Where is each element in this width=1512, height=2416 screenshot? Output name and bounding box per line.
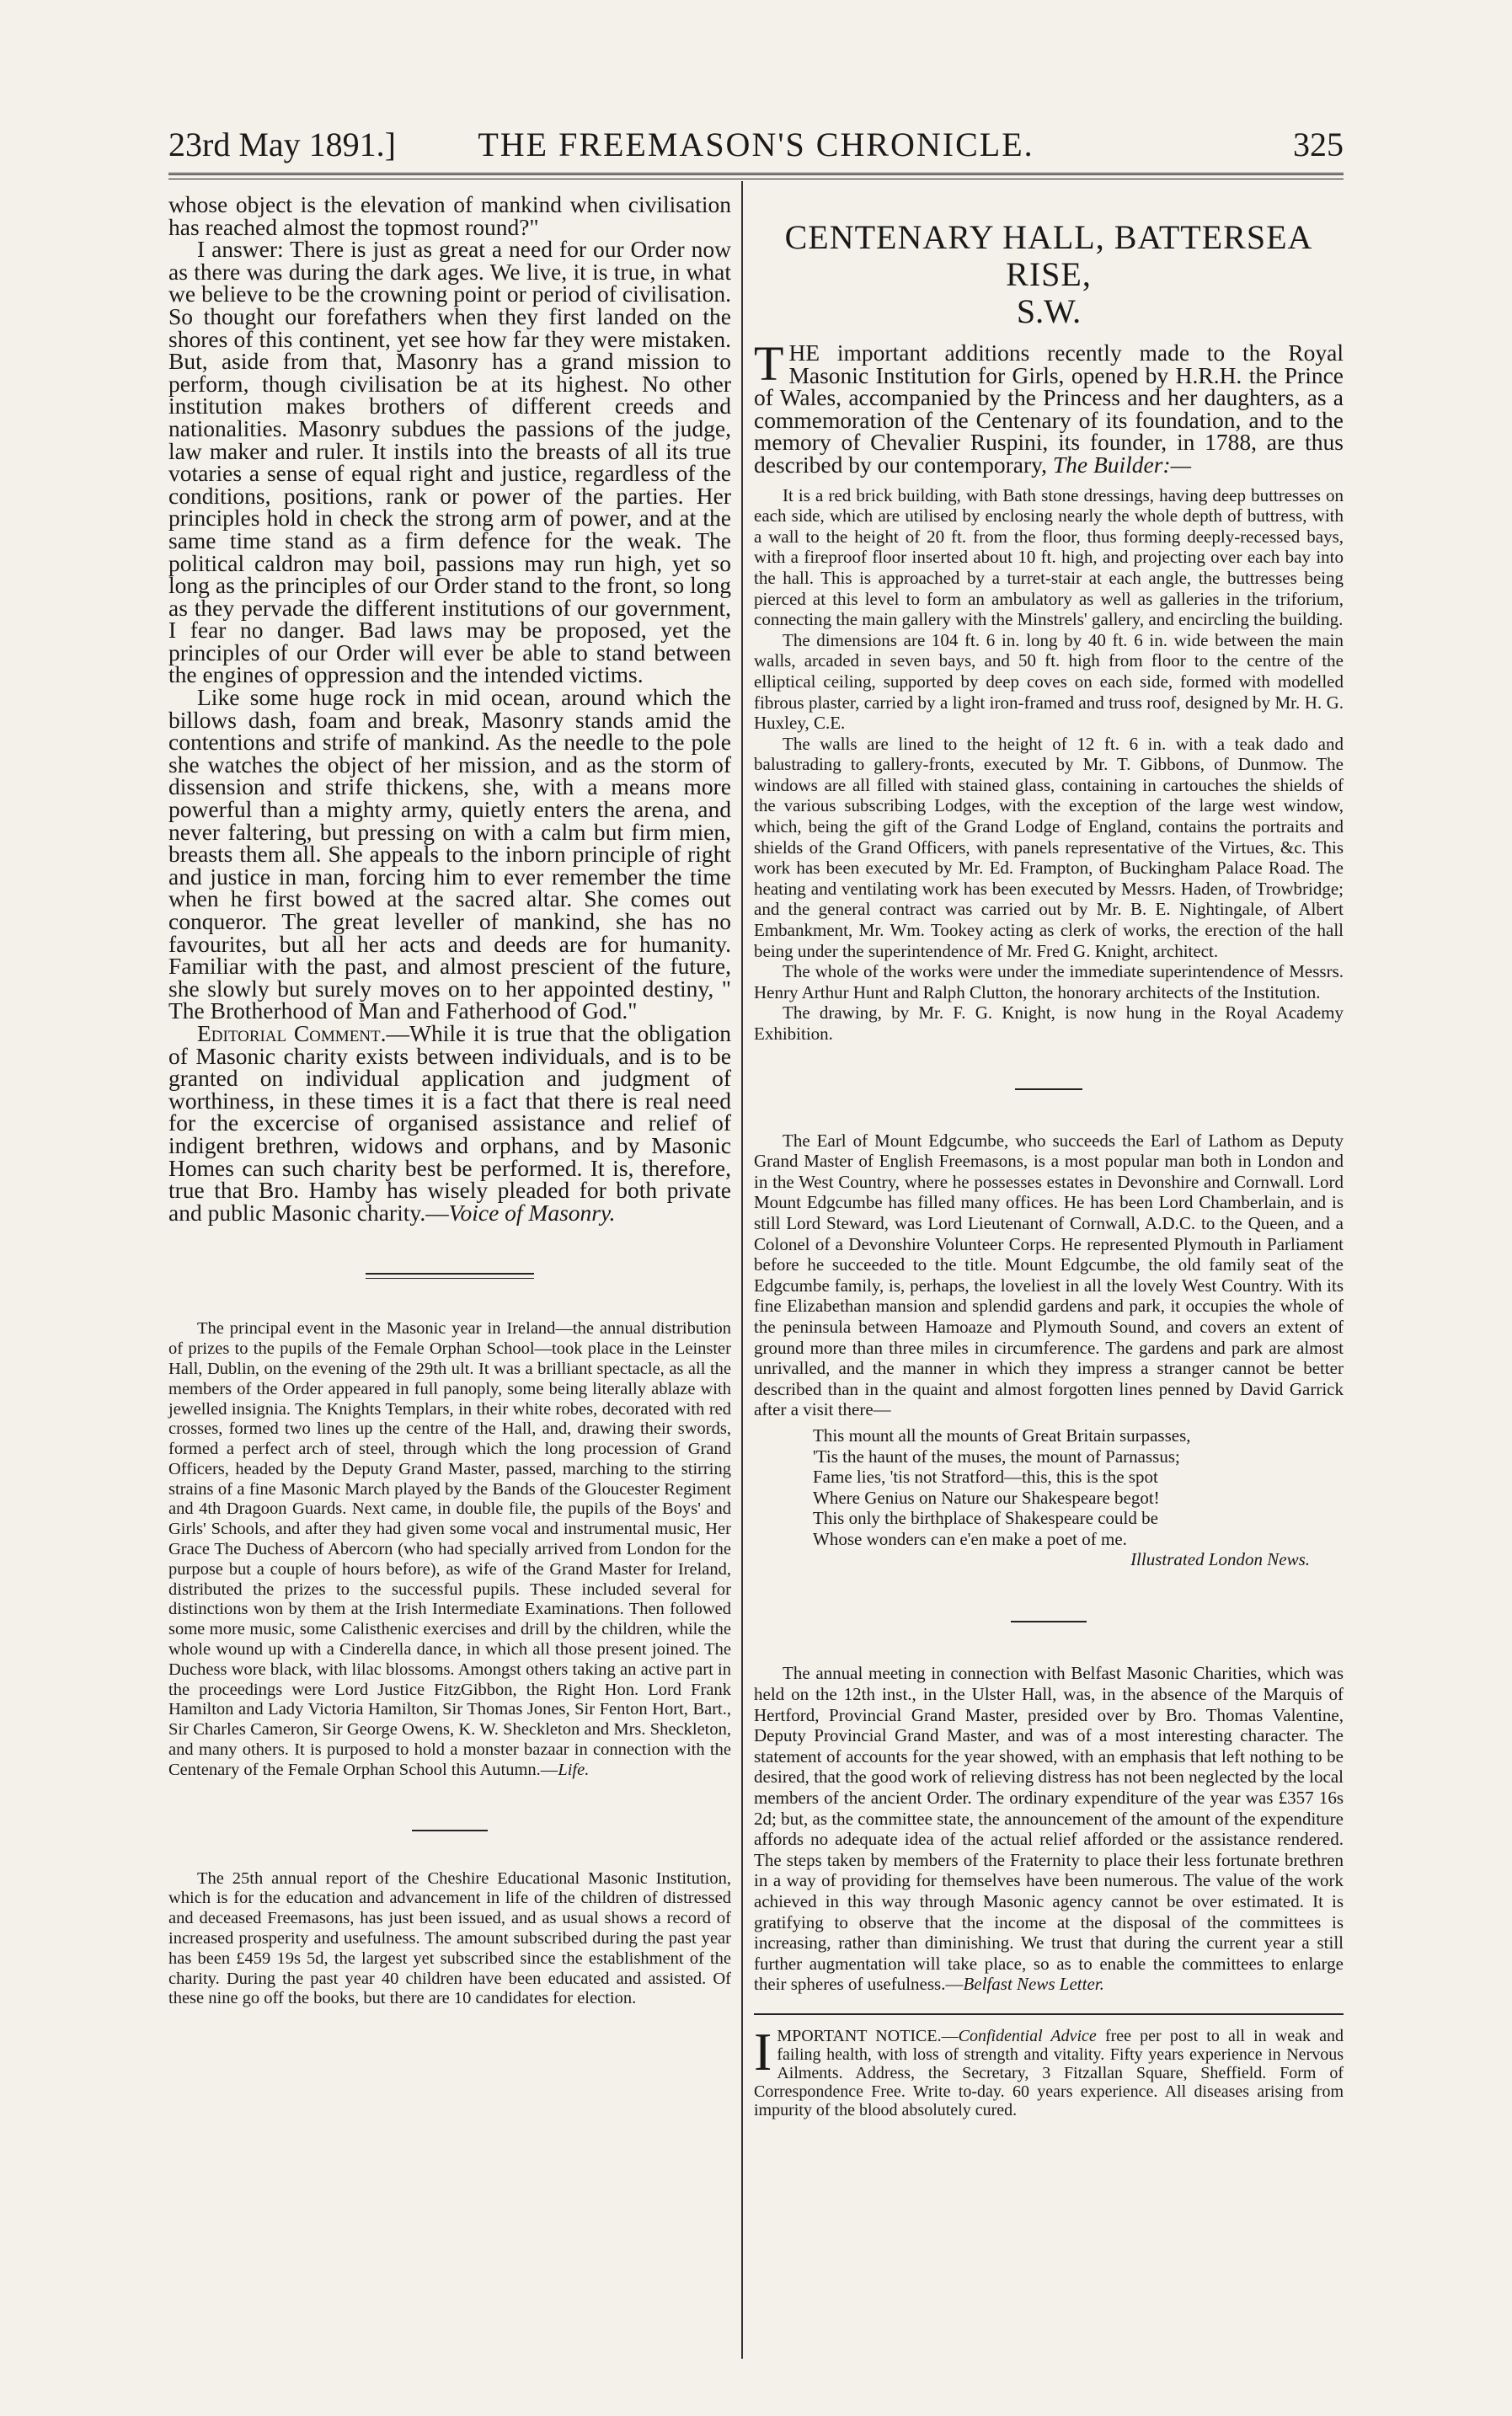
editorial-source: Voice of Masonry. [448,1199,616,1226]
spacer [754,2015,1344,2027]
poem-line: Where Genius on Nature our Shakespeare begot! [813,1487,1160,1508]
poem [754,1425,1344,1550]
spacer [168,1224,731,1273]
belfast-text: The annual meeting in connection with Belfast Masonic Charities, which was held on the 12th inst., in the Ulster Hall, was, in the absence of the Marquis of Hertford, Provincial Grand Master, presided over by Bro. Thomas Valentine, Deputy Provincial Grand Master, and was of a most interesting character. The statement of accounts for the year showed, with an emphasis that left nothing to be desired, that the good work of relieving distress has not been neglected by the local members of the ancient Order. The ordinary expenditure of the year was £357 16s 2d; but, as the committee state, the announcement of the amount of the expenditure affords no adequate idea of the actual relief afforded or the assistance rendered. The steps taken by members of the Fraternity to place their less fortunate brethren in a way of providing for themselves have been numerous. The value of the work achieved in this way through Masonic agency cannot be over estimated. It is gratifying to observe that the income at the disposal of the committees is increasing, rather than diminishing. We trust that during the current year a still further augmentation will take place, so as to enable the committees to enlarge their spheres of usefulness.— [754,1663,1344,1995]
right-column [754,194,1344,2119]
spacer [754,1045,1344,1088]
column-divider [741,181,743,2359]
page-header [168,125,1344,175]
spacer [754,477,1344,485]
poem-line: This only the birthplace of Shakespeare could be [813,1508,1158,1529]
editorial-comment [168,1019,731,1226]
edgcumbe-article: The Earl of Mount Edgcumbe, who succeeds the Earl of Lathom as Deputy Grand Master of English Freemasons, is a most popular man both in London and in the West Country, where he possesses estates in Devonshire and Cornwall. Lord Mount Edgcumbe has filled many offices. He has been Lord Chamberlain, and is still Lord Steward, was Lord Lieutenant of Cornwall, A.D.C. to the Queen, and a Colonel of a Devonshire Volunteer Corps. He represented Plymouth in Parliament before he succeeded to the title. Mount Edgcumbe, the old family seat of the Edgcumbe family, is, perhaps, the loveliest in all the lovely West Country. With its fine Elizabethan mansion and splendid gardens and park, it occupies the whole of the peninsula between Hamoaze and Plymouth Sound, and covers an extent of ground more than three miles in circumference. The gardens and park are almost unrivalled, and the manner in which they impress a stranger cannot be better described than in the quaint and almost forgotten lines penned by David Garrick after a visit there— [754,1130,1344,1420]
notice-drop-cap: I [754,2021,772,2082]
builder-paragraph: It is a red brick building, with Bath stone dressings, having deep buttresses on each side, which are utilised by enclosing nearly the whole depth of buttress, with a wall to the height of 20 ft. from the floor, thus forming deeply-recessed bays, with a fireproof floor inserted about 10 ft. high, and projecting over each bay into the hall. This is approached by a turret-stair at each angle, the buttresses being pierced at this level to form an ambulatory as well as galleries in the triforium, connecting the main gallery with the Minstrels' gallery, and encircling the building. [754,484,1344,630]
article-heading: CENTENARY HALL, BATTERSEA RISE, [784,218,1313,293]
poem-line: Whose wonders can e'en make a poet of me. [813,1528,1127,1549]
article-heading-sub: S.W. [1016,292,1082,330]
drop-cap: T [754,336,784,391]
ireland-source: Life. [558,1760,590,1779]
article-paragraph: I answer: There is just as great a need for our Order now as there was during the dark ages. We live, it is true, in what we believe to be the crowning point or period of civilisation. So thought our forefathers when they first landed on the shores of this continent, yet see how far they were mistaken. But, aside from that, Masonry has a grand mission to perform, though civilisation be at its highest. No other institution makes brothers of different creeds and nationalities. Masonry subdues the passions of the judge, law maker and ruler. It instils into the breasts of all its true votaries a sense of equal right and justice, regardless of the conditions, positions, rank or power of the parties. Her principles hold in check the strong arm of power, and at the same time stand as a firm defence for the weak. The political caldron may boil, passions may run high, yet so long as the principles of our Order stand to the front, so long as they pervade the different institutions of our government, I fear no danger. Bad laws may be proposed, yet the principles of our Order will ever be able to stand between the engines of oppression and the intended victims. [168,236,731,688]
builder-paragraph: The walls are lined to the height of 12 ft. 6 in. with a teak dado and balustrading to gallery-fronts, executed by Mr. T. Gibbons, of Dunmow. The windows are all filled with stained glass, containing in cartouches the shields of the various subscribing Lodges, with the exception of the large west window, which, being the gift of the Grand Lodge of England, contains the portraits and shields of the Grand Officers, with panels representative of the Virtues, &c. This work has been executed by Mr. Ed. Frampton, of Buckingham Palace Road. The heating and ventilating work has been executed by Messrs. Haden, of Trowbridge; and the general contract was carried out by Mr. B. E. Nightingale, of Albert Embankment, Mr. Wm. Tookey acting as clerk of works, the erection of the hall being under the superintendence of Mr. Fred G. Knight, architect. [754,733,1344,961]
centenary-intro [754,336,1344,478]
notice-title: MPORTANT NOTICE.— [777,2026,959,2045]
header-page-number: 325 [1293,126,1344,163]
poem-line: Fame lies, 'tis not Stratford—this, this is the spot [813,1467,1158,1488]
article-paragraph: Like some huge rock in mid ocean, around which the billows dash, foam and break, Masonry stands amid the contentions and strife of mankind. As the needle to the pole she watches the object of her mission, and as the storm of dissension and strife thickens, she, with a means more powerful than a mighty army, quietly enters the arena, and never faltering, but pressing on with a calm but firm mien, breasts them all. She appeals to the inborn principle of right and justice in man, forcing him to ever remember the time when he first bowed at the sacred altar. She comes out conqueror. The great leveller of mankind, she has no favourites, but all her acts and deeds are for humanity. Familiar with the past, and almost prescient of the future, she slowly but surely moves on to her appointed destiny, " The Brotherhood of Man and Fatherhood of God." [168,684,731,1024]
builder-paragraph: The dimensions are 104 ft. 6 in. long by 40 ft. 6 in. wide between the main walls, arcaded in seven bays, and 50 ft. high from floor to the centre of the elliptical ceiling, supported by deep coves on each side, formed with modelled fibrous plaster, carried by a light iron-framed and truss roof, designed by Mr. H. G. Huxley, C.E. [754,629,1344,734]
left-column [168,191,731,2009]
notice-italic: Confidential Advice [958,2026,1097,2045]
important-notice [754,2021,1344,2119]
header-title: THE FREEMASON'S CHRONICLE. [478,126,1034,163]
spacer [754,1995,1344,2013]
poem-source: Illustrated London News. [1130,1549,1310,1570]
article-paragraph: whose object is the elevation of mankind when civilisation has reached almost the topmost round?" [168,191,731,240]
ireland-text: The principal event in the Masonic year in Ireland—the annual distribution of prizes to the pupils of the Female Orphan School—took place in the Leinster Hall, Dublin, on the evening of the 29th ult. It was a brilliant spectacle, as all the members of the Order appeared in full panoply, some being literally ablaze with jewelled insignia. The Knights Templars, in their white robes, decorated with red crosses, formed two lines up the centre of the Hall, and, drawing their swords, formed a perfect arch of steel, through which the long procession of Grand Officers, headed by the Deputy Grand Master, passed, marching to the stirring strains of a fine Masonic March played by the Bands of the Gloucester Regiment and 4th Dragoon Guards. Next came, in double file, the pupils of the Boys' and Girls' Schools, and after they had given some vocal and instrumental music, Her Grace The Duchess of Abercorn (who had specially arrived from London for the purpose but a couple of hours before), as wife of the Grand Master for Ireland, distributed the prizes to the successful pupils. These included several for distinctions won by them at the Irish Intermediate Examinations. Then followed some more music, some Calisthenic exercises and drill by the children, while the whole wound up with a Cinderella dance, in which all those present joined. The Duchess wore black, with lilac blossoms. Amongst others taking an active part in the proceedings were Lord Justice FitzGibbon, the Right Hon. Lord Frank Hamilton and Lady Victoria Hamilton, Sir Thomas Jones, Sir Fenton Hort, Bart., Sir Charles Cameron, Sir George Owens, K. W. Sheckleton and Mrs. Sheckleton, and many others. It is purposed to hold a monster bazaar in connection with the Centenary of the Female Orphan School this Autumn.— [168,1319,731,1779]
spacer [754,1090,1344,1130]
poem-line: This mount all the mounts of Great Britain surpasses, [813,1424,1191,1446]
header-rule [168,173,1344,179]
ireland-article [168,1319,731,1780]
editorial-label: Editorial Comment. [197,1019,387,1046]
spacer [754,1622,1344,1663]
spacer [754,1570,1344,1621]
intro-text: HE important additions recently made to the Royal Masonic Institution for Girls, opened by H.R.H. the Prince of Wales, accompanied by the Princess and her daughters, as a commemoration of the Centenary of its foundation, and to the memory of Chevalier Ruspini, its founder, in 1788, are thus described by our contemporary, [754,339,1344,478]
poem-line: 'Tis the haunt of the muses, the mount of Parnassus; [813,1446,1180,1467]
builder-paragraph: The drawing, by Mr. F. G. Knight, is now hung in the Royal Academy Exhibition. [754,1002,1344,1044]
notice-text: free per post to all in weak and failing health, with loss of strength and vitality. Fifty years experience in Nervous Ailments. Address, the Secretary, 3 Fitzallan Square, Sheffield. Form of Correspondence Free. Write to-day. 60 years experience. All diseases arising from impurity of the blood absolutely cured. [754,2026,1344,2119]
spacer [168,1781,731,1830]
header-date: 23rd May 1891.] [168,126,396,163]
intro-source: The Builder:— [1052,451,1192,478]
belfast-article [754,1663,1344,1995]
spacer [168,1279,731,1319]
editorial-text: —While it is true that the obligation of Masonic charity exists between individuals, and is to be granted on individual application and judgment of worthiness, in these times it is a fact that there is real need for the excercise of organised assistance and relief of indigent brethren, widows and orphans, and by Masonic Homes can such charity best be performed. It is, therefore, true that Bro. Hamby has wisely pleaded for both private and public Masonic charity.— [168,1019,731,1226]
belfast-source: Belfast News Letter. [963,1974,1104,1995]
spacer [168,1831,731,1869]
cheshire-article: The 25th annual report of the Cheshire Educational Masonic Institution, which is for the education and advancement in life of the children of distressed and deceased Freemasons, has just been issued, and as usual shows a record of increased prosperity and usefulness. The amount subscribed during the past year has been £459 19s 5d, the largest yet subscribed since the establishment of the charity. During the past year 40 children have been educated and assisted. Of these nine go off the books, but there are 10 candidates for election. [168,1868,731,2008]
builder-paragraph: The whole of the works were under the immediate superintendence of Messrs. Henry Arthur Hunt and Ralph Clutton, the honorary architects of the Institution. [754,961,1344,1002]
section-rule [366,1273,534,1279]
